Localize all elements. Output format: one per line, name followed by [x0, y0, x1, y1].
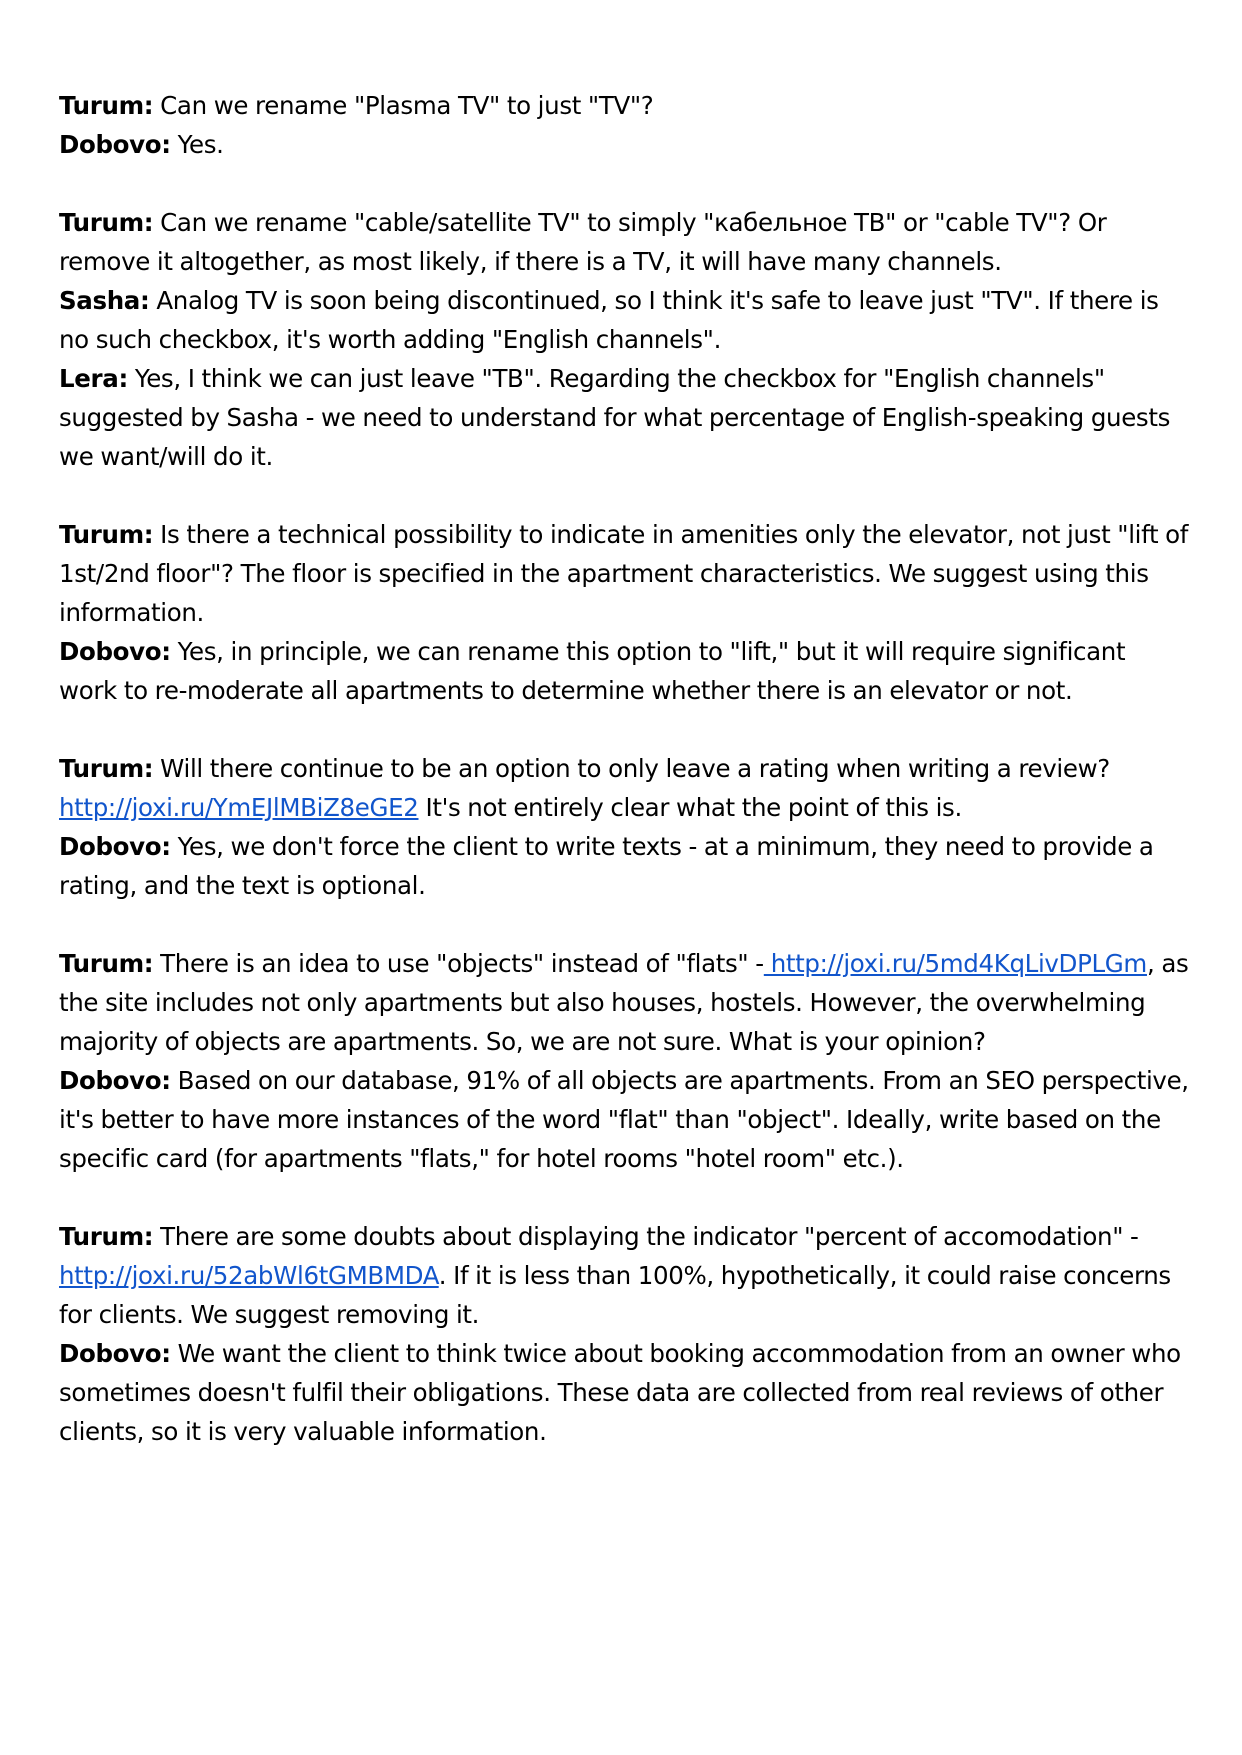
dialogue-line: [59, 515, 1189, 632]
message-text: We want the client to think twice about booking accommodation from an owner who sometimes doesn't fulfil their obligations. These data are collected from real reviews of other clients, so it is very valuable information.: [59, 1339, 1181, 1446]
discussion-block: [59, 86, 1189, 164]
dialogue-line: [59, 1217, 1189, 1334]
dialogue-line: [59, 632, 1189, 710]
speaker-label: Dobovo:: [59, 130, 171, 159]
dialogue-line: [59, 203, 1189, 281]
discussion-block: [59, 1217, 1189, 1451]
dialogue-line: [59, 944, 1189, 1061]
joxi-link[interactable]: http://joxi.ru/52abWl6tGMBMDA: [59, 1261, 439, 1290]
message-text: There is an idea to use "objects" instead of "flats" -: [153, 949, 764, 978]
message-text: Yes, we don't force the client to write texts - at a minimum, they need to provide a rating, and the text is optional.: [59, 832, 1154, 900]
speaker-label: Turum:: [59, 91, 154, 120]
message-text: Can we rename "cable/satellite TV" to simply "кабельное ТВ" or "cable TV"? Or remove it altogether, as most likely, if there is a TV, it will have many channels.: [59, 208, 1107, 276]
message-text: Yes.: [170, 130, 224, 159]
message-text: . If it is less than 100%, hypothetically, it could raise concerns for clients. We suggest removing it.: [59, 1261, 1171, 1329]
speaker-label: Turum:: [59, 520, 154, 549]
speaker-label: Dobovo:: [59, 1339, 171, 1368]
message-text: , as the site includes not only apartments but also houses, hostels. However, the overwhelming majority of objects are apartments. So, we are not sure. What is your opinion?: [59, 949, 1189, 1056]
dialogue-line: [59, 125, 1189, 164]
message-text: Is there a technical possibility to indicate in amenities only the elevator, not just "lift of 1st/2nd floor"? The floor is specified in the apartment characteristics. We suggest using this information.: [59, 520, 1189, 627]
speaker-label: Turum:: [59, 1222, 154, 1251]
message-text: Yes, in principle, we can rename this option to "lift," but it will require significant work to re-moderate all apartments to determine whether there is an elevator or not.: [59, 637, 1126, 705]
dialogue-line: [59, 281, 1189, 359]
dialogue-line: [59, 827, 1189, 905]
message-text: Based on our database, 91% of all objects are apartments. From an SEO perspective, it's better to have more instances of the word "flat" than "object". Ideally, write based on the specific card (for apartments "flats," for hotel rooms "hotel room" etc.).: [59, 1066, 1189, 1173]
dialogue-line: [59, 1061, 1189, 1178]
speaker-label: Turum:: [59, 949, 154, 978]
joxi-link[interactable]: http://joxi.ru/YmEJlMBiZ8eGE2: [59, 793, 419, 822]
speaker-label: Turum:: [59, 754, 154, 783]
message-text: Will there continue to be an option to only leave a rating when writing a review?: [153, 754, 1110, 783]
message-text: Can we rename "Plasma TV" to just "TV"?: [153, 91, 654, 120]
speaker-label: Sasha:: [59, 286, 150, 315]
speaker-label: Lera:: [59, 364, 128, 393]
message-text: There are some doubts about displaying the indicator "percent of accomodation" -: [153, 1222, 1139, 1251]
dialogue-line: [59, 359, 1189, 476]
message-text: It's not entirely clear what the point of this is.: [418, 793, 962, 822]
message-text: Analog TV is soon being discontinued, so I think it's safe to leave just "TV". If there is no such checkbox, it's worth adding "English channels".: [59, 286, 1159, 354]
speaker-label: Dobovo:: [59, 832, 171, 861]
dialogue-line: [59, 1334, 1189, 1451]
speaker-label: Dobovo:: [59, 637, 171, 666]
speaker-label: Dobovo:: [59, 1066, 171, 1095]
discussion-block: [59, 515, 1189, 710]
message-text: Yes, I think we can just leave "ТВ". Regarding the checkbox for "English channels" suggested by Sasha - we need to understand for what percentage of English-speaking guests we want/will do it.: [59, 364, 1171, 471]
discussion-block: [59, 203, 1189, 476]
dialogue-line: [59, 86, 1189, 125]
discussion-block: [59, 749, 1189, 905]
dialogue-line: [59, 749, 1189, 827]
discussion-block: [59, 944, 1189, 1178]
joxi-link[interactable]: http://joxi.ru/5md4KqLivDPLGm: [763, 949, 1147, 978]
speaker-label: Turum:: [59, 208, 154, 237]
document-body: [59, 86, 1189, 1490]
